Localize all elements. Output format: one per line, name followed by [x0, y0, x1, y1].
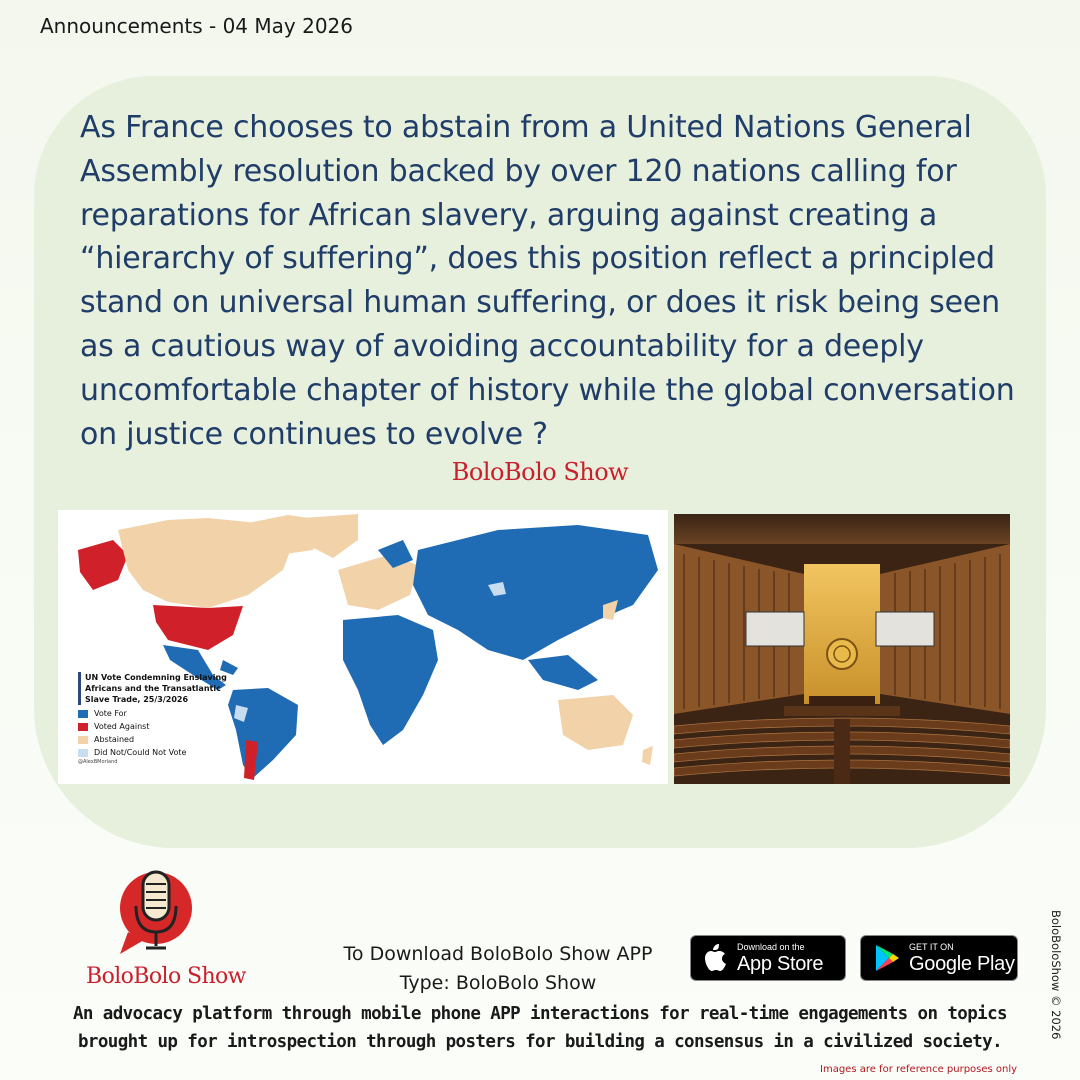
logo-brand-name: BoloBolo Show [86, 964, 246, 989]
legend-item-abstained [78, 735, 228, 744]
announcement-date: Announcements - 04 May 2026 [40, 14, 353, 38]
app-store-button[interactable] [690, 935, 846, 981]
app-store-big-text: App Store [737, 952, 824, 975]
bolobolo-microphone-logo-icon [110, 862, 200, 962]
google-play-button[interactable] [860, 935, 1018, 981]
tagline-line-1: An advocacy platform through mobile phone APP interactions for real-time engagements on topics [73, 1004, 1007, 1024]
legend-item-vote-for [78, 709, 228, 718]
swatch-light-blue [78, 749, 88, 757]
google-play-icon [873, 943, 901, 973]
google-play-small-text: GET IT ON [909, 941, 954, 952]
map-credit: @AlexBMorland [78, 759, 118, 765]
legend-label: Abstained [94, 735, 135, 744]
copyright-text: BoloBoloShow © 2026 [1049, 910, 1063, 1040]
download-line-1: To Download BoloBolo Show APP [343, 943, 653, 965]
legend-item-voted-against [78, 722, 228, 731]
tagline-line-2: brought up for introspection through posters for building a consensus in a civilized society. [77, 1032, 1003, 1052]
app-store-small-text: Download on the [737, 941, 805, 952]
download-line-2: Type: BoloBolo Show [399, 972, 597, 994]
legend-label: Vote For [94, 709, 127, 718]
legend-item-did-not-vote [78, 748, 228, 757]
swatch-blue [78, 710, 88, 718]
platform-tagline [30, 1000, 1050, 1056]
swatch-tan [78, 736, 88, 744]
un-general-assembly-hall-photo [674, 514, 1010, 784]
map-legend [78, 672, 228, 765]
brand-signature: BoloBolo Show [451, 458, 629, 486]
legend-label: Did Not/Could Not Vote [94, 748, 187, 757]
legend-label: Voted Against [94, 722, 150, 731]
assembly-hall-illustration [674, 514, 1010, 784]
copyright-vertical [1049, 910, 1065, 1060]
download-instructions [318, 940, 678, 998]
swatch-red [78, 723, 88, 731]
question-text: As France chooses to abstain from a United Nations General Assembly resolution backed by over 120 nations calling for reparations for African slavery, arguing against creating a “hierarchy of suffering”, does this position reflect a principled stand on universal human suffering, or does it risk being seen as a cautious way of avoiding accountability for a deeply uncomfortable chapter of history while the global conversation on justice continues to evolve ? [80, 110, 1015, 452]
apple-icon [703, 943, 729, 973]
map-legend-title: UN Vote Condemning Enslaving Africans and the Transatlantic Slave Trade, 25/3/2026 [78, 672, 228, 705]
image-disclaimer: Images are for reference purposes only [820, 1064, 1018, 1075]
google-play-big-text: Google Play [909, 952, 1015, 975]
un-vote-world-map [58, 510, 668, 784]
